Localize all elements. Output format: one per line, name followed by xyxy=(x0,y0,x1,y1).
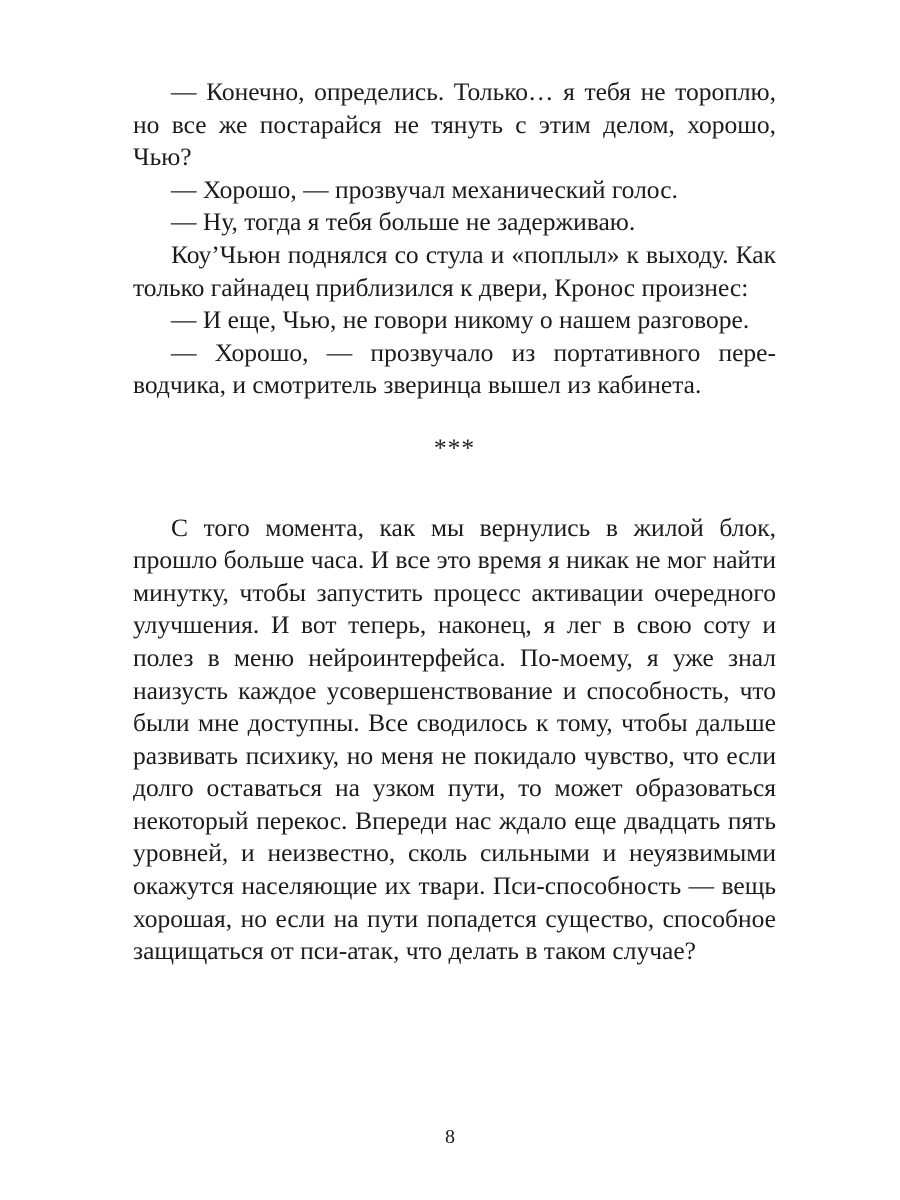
paragraph: — И еще, Чью, не говори никому о нашем разговоре. xyxy=(171,305,750,335)
paragraph: С того момента, как мы вернулись в жилой блок, прошло больше часа. И все это время я никак не мог найти минутку, чтобы запустить процесс активации очередного улучшения. И вот теперь, наконец, я лег в свою соту и полез в меню нейроинтерфейса. По-моему, я уже знал наизусть каждое усовершенствование и способность, что были мне доступны. Все сводилось к тому, чтобы дальше развивать психику, но меня не покидало чувство, что если долго оставаться на узком пути, то может образоваться некоторый перекос. Впереди нас ждало еще двадцать пять уровней, и неизвестно, сколь сильными и неуязвимыми окажутся населяющие их твари. Пси-способность — вещь хорошая, но если на пути попадется существо, способное защищаться от пси-атак, что делать в таком случае? xyxy=(133,512,776,966)
page-number: 8 xyxy=(445,1126,455,1148)
paragraph: — Хорошо, — прозвучало из портативного переводчика, и смотритель зверинца вышел из кабинета. xyxy=(133,337,776,400)
paragraph: — Ну, тогда я тебя больше не задерживаю. xyxy=(171,207,636,237)
section-divider: *** xyxy=(433,432,476,462)
text-block-narrative xyxy=(133,512,776,968)
book-page xyxy=(133,76,776,968)
paragraph: — Конечно, определись. Только… я тебя не тороплю, но все же постарайся не тянуть с этим делом, хорошо, Чью? xyxy=(133,77,776,172)
paragraph: Коу’Чьюн поднялся со стула и «поплыл» к выходу. Как только гайнадец приблизился к двери, Кронос произнес: xyxy=(133,239,776,302)
paragraph: — Хорошо, — прозвучал механический голос. xyxy=(171,174,678,204)
text-block-dialogue xyxy=(133,76,776,402)
